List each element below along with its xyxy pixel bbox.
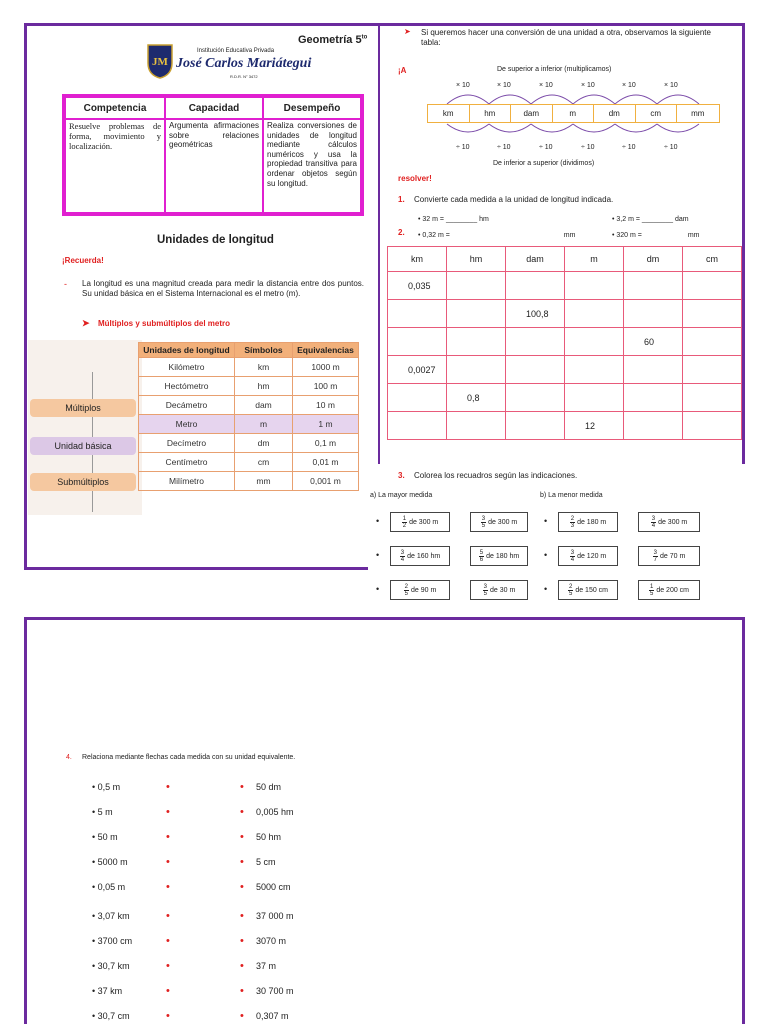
fraction: [404, 584, 409, 597]
cell-desempeno: Realiza conversiones de unidades de longitud mediante cálculos numéricos y usa la propiedad transitiva para ordenar objetos según su longitud.: [263, 119, 361, 213]
cell: Milímetro: [139, 472, 235, 491]
scale-bottom-caption: De inferior a superior (dividimos): [493, 160, 595, 167]
conv-cell[interactable]: 0,035: [388, 272, 447, 300]
arrow-start-dot[interactable]: •: [166, 935, 170, 947]
scale-unit: km: [428, 105, 470, 122]
left-measure: • 5000 m: [92, 857, 128, 867]
conv-cell[interactable]: [388, 384, 447, 412]
arrow-end-dot[interactable]: •: [240, 935, 244, 947]
school-name: José Carlos Mariátegui: [176, 56, 312, 71]
resolver-label: resolver!: [398, 174, 432, 183]
right-measure: 37 m: [256, 961, 277, 971]
school-rd: R.D.R. N° 3472: [230, 74, 258, 79]
right-measure: 5000 cm: [256, 882, 291, 892]
numerator: 1: [402, 515, 407, 522]
header-competencia: Competencia: [65, 97, 165, 119]
denominator: 5: [649, 590, 654, 597]
exercise-4-number: 4.: [66, 754, 72, 761]
fraction-measure-box[interactable]: [470, 546, 528, 566]
mult-label: × 10: [497, 82, 511, 89]
div-label: ÷ 10: [581, 144, 595, 151]
denominator: 6: [479, 556, 484, 563]
table-row: [388, 412, 742, 440]
cell: m: [235, 415, 293, 434]
table-row: [388, 300, 742, 328]
denominator: 2: [402, 522, 407, 529]
arrow-end-dot[interactable]: •: [240, 960, 244, 972]
recuerda-label: ¡Recuerda!: [62, 256, 104, 265]
left-measure: • 0,5 m: [92, 782, 121, 792]
conv-cell[interactable]: [624, 356, 683, 384]
cell: 1 m: [293, 415, 359, 434]
arrow-end-dot[interactable]: •: [240, 1010, 244, 1022]
units-header-equiv: Equivalencias: [293, 343, 359, 358]
conv-cell[interactable]: [388, 328, 447, 356]
fraction-measure-box[interactable]: [558, 580, 618, 600]
measure-text: de 90 m: [411, 586, 437, 594]
cell-competencia: Resuelve problemas de forma, movimiento y localización.: [65, 119, 165, 213]
left-measure: • 3,07 km: [92, 911, 130, 921]
cell: Hectómetro: [139, 377, 235, 396]
scale-unit: hm: [470, 105, 512, 122]
measure-text: de 70 m: [660, 552, 686, 560]
table-row: [139, 377, 359, 396]
conv-cell[interactable]: [624, 384, 683, 412]
arrow-end-dot[interactable]: •: [240, 881, 244, 893]
fraction-measure-box[interactable]: [638, 546, 700, 566]
left-measure: • 5 m: [92, 807, 113, 817]
cell: 100 m: [293, 377, 359, 396]
right-measure: 37 000 m: [256, 911, 294, 921]
fraction: [570, 550, 575, 563]
conv-header: km: [388, 247, 447, 272]
arrow-end-dot[interactable]: •: [240, 910, 244, 922]
arrow-start-dot[interactable]: •: [166, 781, 170, 793]
conv-header: cm: [683, 247, 742, 272]
exercise-4-text: Relaciona mediante flechas cada medida con su unidad equivalente.: [82, 754, 296, 761]
mult-label: × 10: [456, 82, 470, 89]
div-label: ÷ 10: [539, 144, 553, 151]
denominator: 3: [570, 522, 575, 529]
arrow-bullet-icon: ➤: [82, 318, 90, 328]
conv-cell[interactable]: [506, 384, 565, 412]
multiples-label: Múltiplos: [30, 399, 136, 417]
submultiples-label: Submúltiplos: [30, 473, 136, 491]
exercise-1-text: Convierte cada medida a la unidad de longitud indicada.: [414, 195, 614, 204]
cell: mm: [235, 472, 293, 491]
table-row: [139, 396, 359, 415]
numerator: 3: [400, 549, 405, 556]
conv-cell[interactable]: [624, 300, 683, 328]
right-measure: 50 hm: [256, 832, 282, 842]
bullet-dot: •: [376, 584, 380, 594]
arrow-start-dot[interactable]: •: [166, 910, 170, 922]
ex3-label-a: a) La mayor medida: [370, 492, 433, 499]
conv-cell[interactable]: [506, 412, 565, 440]
numerator: 3: [481, 515, 486, 522]
conv-cell[interactable]: [683, 356, 742, 384]
numerator: 1: [649, 583, 654, 590]
cell: 0,1 m: [293, 434, 359, 453]
bullet-dot: •: [376, 550, 380, 560]
right-measure: 5 cm: [256, 857, 276, 867]
div-label: ÷ 10: [622, 144, 636, 151]
numerator: 3: [570, 549, 575, 556]
numerator: 3: [653, 549, 658, 556]
section-title: Unidades de longitud: [157, 234, 274, 246]
mult-label: × 10: [664, 82, 678, 89]
measure-text: de 180 hm: [486, 552, 520, 560]
cell: Kilómetro: [139, 358, 235, 377]
arrow-start-dot[interactable]: •: [166, 985, 170, 997]
left-measure: • 30,7 km: [92, 961, 130, 971]
table-row: [388, 328, 742, 356]
measure-text: de 300 m: [409, 518, 439, 526]
scale-unit: dam: [511, 105, 553, 122]
conv-cell[interactable]: [565, 356, 624, 384]
competency-table: [62, 94, 364, 216]
arrow-bullet-icon: ➤: [404, 27, 411, 36]
conv-cell[interactable]: 0,8: [447, 384, 506, 412]
definition-text: La longitud es una magnitud creada para medir la distancia entre dos puntos. Su unidad básica en el Sistema Internacional es el metro (m).: [82, 279, 364, 298]
ex1-item: • 0,32 m = mm: [418, 232, 576, 239]
measure-text: de 300 m: [488, 518, 518, 526]
fraction: [400, 550, 405, 563]
conv-cell[interactable]: 60: [624, 328, 683, 356]
exercise-1-number: 1.: [398, 195, 405, 204]
cell: 0,001 m: [293, 472, 359, 491]
conv-cell[interactable]: [506, 356, 565, 384]
arrow-start-dot[interactable]: •: [166, 881, 170, 893]
exercise-2-number: 2.: [398, 228, 405, 237]
school-label: Institución Educativa Privada: [197, 48, 275, 54]
conv-cell[interactable]: 100,8: [506, 300, 565, 328]
conv-cell[interactable]: [565, 384, 624, 412]
cell: Centímetro: [139, 453, 235, 472]
scale-top-caption: De superior a inferior (multiplicamos): [497, 66, 612, 73]
conv-cell[interactable]: [447, 412, 506, 440]
conv-cell[interactable]: [447, 328, 506, 356]
fraction: [402, 516, 407, 529]
table-row: [388, 272, 742, 300]
arrow-start-dot[interactable]: •: [166, 806, 170, 818]
div-label: ÷ 10: [456, 144, 470, 151]
measure-text: de 180 m: [577, 518, 607, 526]
conv-cell[interactable]: [447, 356, 506, 384]
unit-scale: [427, 104, 720, 123]
header-desempeno: Desempeño: [263, 97, 361, 119]
cell-capacidad: Argumenta afirmaciones sobre relaciones geométricas: [165, 119, 263, 213]
page-two-frame: [24, 617, 745, 1024]
school-logo: [146, 43, 174, 79]
numerator: 3: [483, 583, 488, 590]
ex1-item: • 320 m = mm: [612, 232, 700, 239]
units-header-symbol: Símbolos: [235, 343, 293, 358]
scale-unit: dm: [594, 105, 636, 122]
numerator: 2: [570, 515, 575, 522]
fraction: [483, 584, 488, 597]
conv-header: hm: [447, 247, 506, 272]
right-measure: 0,307 m: [256, 1011, 289, 1021]
table-row: [388, 356, 742, 384]
cell: Decímetro: [139, 434, 235, 453]
measure-text: de 300 m: [658, 518, 688, 526]
divide-arcs: [427, 122, 719, 142]
table-row: [139, 434, 359, 453]
arrow-start-dot[interactable]: •: [166, 1010, 170, 1022]
measure-text: de 200 cm: [656, 586, 690, 594]
numerator: 3: [651, 515, 656, 522]
conv-cell[interactable]: 12: [565, 412, 624, 440]
cell: cm: [235, 453, 293, 472]
table-row: [139, 358, 359, 377]
fraction: [653, 550, 658, 563]
fraction-measure-box[interactable]: [558, 546, 618, 566]
mult-label: × 10: [581, 82, 595, 89]
ex1-item: • 3,2 m = ________ dam: [612, 216, 689, 223]
exercise-3-number: 3.: [398, 471, 405, 480]
fraction: [481, 516, 486, 529]
exercise-3-text: Colorea los recuadros según las indicaciones.: [414, 471, 578, 480]
measure-text: de 150 cm: [575, 586, 609, 594]
table-row: [139, 453, 359, 472]
bullet-dot: •: [376, 516, 380, 526]
left-measure: • 37 km: [92, 986, 123, 996]
bullet-dot: •: [544, 516, 548, 526]
units-header-name: Unidades de longitud: [139, 343, 235, 358]
fraction-measure-box[interactable]: [638, 512, 700, 532]
conv-cell[interactable]: [506, 328, 565, 356]
cell: 1000 m: [293, 358, 359, 377]
fraction-measure-box[interactable]: [390, 580, 450, 600]
denominator: 5: [568, 590, 573, 597]
table-row-highlighted: [139, 415, 359, 434]
left-measure: • 3700 cm: [92, 936, 133, 946]
arrow-end-dot[interactable]: •: [240, 806, 244, 818]
arrow-start-dot[interactable]: •: [166, 960, 170, 972]
conv-cell[interactable]: [683, 384, 742, 412]
definition-bullet: -: [64, 279, 67, 289]
fraction-measure-box[interactable]: [558, 512, 618, 532]
table-row: [388, 384, 742, 412]
conv-cell[interactable]: [388, 300, 447, 328]
fraction-measure-box[interactable]: [470, 512, 528, 532]
conv-cell[interactable]: [506, 272, 565, 300]
arrow-end-dot[interactable]: •: [240, 856, 244, 868]
right-measure: 30 700 m: [256, 986, 294, 996]
right-intro: Si queremos hacer una conversión de una unidad a otra, observamos la siguiente tabla:: [421, 28, 711, 47]
cell: km: [235, 358, 293, 377]
right-measure: 0,005 hm: [256, 807, 294, 817]
numerator: 2: [568, 583, 573, 590]
denominator: 5: [404, 590, 409, 597]
conv-cell[interactable]: [565, 328, 624, 356]
fraction: [651, 516, 656, 529]
cell: Decámetro: [139, 396, 235, 415]
a-label: ¡A: [398, 66, 407, 75]
measure-text: de 120 m: [577, 552, 607, 560]
denominator: 7: [653, 556, 658, 563]
fraction: [479, 550, 484, 563]
subject-title: Geometría $5^{to}$: [298, 34, 368, 46]
denominator: 4: [570, 556, 575, 563]
svg-text:JM: JM: [152, 56, 168, 68]
fraction: [570, 516, 575, 529]
bullet-dot: •: [544, 584, 548, 594]
arrow-end-dot[interactable]: •: [240, 781, 244, 793]
left-measure: • 30,7 cm: [92, 1011, 130, 1021]
conv-cell[interactable]: [624, 412, 683, 440]
conv-cell[interactable]: [565, 300, 624, 328]
numerator: 5: [479, 549, 484, 556]
conv-cell[interactable]: [447, 300, 506, 328]
measure-text: de 160 hm: [407, 552, 441, 560]
conv-cell[interactable]: [683, 300, 742, 328]
denominator: 5: [481, 522, 486, 529]
fraction: [649, 584, 654, 597]
fraction-measure-box[interactable]: [470, 580, 528, 600]
ex1-item: • 32 m = ________ hm: [418, 216, 489, 223]
arrow-start-dot[interactable]: •: [166, 856, 170, 868]
fraction-measure-box[interactable]: [390, 546, 450, 566]
denominator: 4: [651, 522, 656, 529]
conv-cell[interactable]: [683, 412, 742, 440]
fraction-measure-box[interactable]: [638, 580, 700, 600]
scale-unit: mm: [691, 109, 705, 118]
cell: dam: [235, 396, 293, 415]
table-row: [139, 472, 359, 491]
denominator: 4: [400, 556, 405, 563]
cell: 0,01 m: [293, 453, 359, 472]
conv-cell[interactable]: 0,0027: [388, 356, 447, 384]
arrow-start-dot[interactable]: •: [166, 831, 170, 843]
fraction-measure-box[interactable]: [390, 512, 450, 532]
cell: dm: [235, 434, 293, 453]
basic-unit-label: Unidad básica: [30, 437, 136, 455]
arrow-end-dot[interactable]: •: [240, 831, 244, 843]
arrow-end-dot[interactable]: •: [240, 985, 244, 997]
header-capacidad: Capacidad: [165, 97, 263, 119]
bullet-dot: •: [544, 550, 548, 560]
units-table: [138, 342, 359, 491]
conv-cell[interactable]: [447, 272, 506, 300]
conv-header: dam: [506, 247, 565, 272]
scale-unit: cm: [636, 105, 678, 122]
denominator: 5: [483, 590, 488, 597]
conv-cell[interactable]: [388, 412, 447, 440]
conversion-table: [387, 246, 742, 440]
mult-label: × 10: [539, 82, 553, 89]
multiples-heading: Múltiplos y submúltiplos del metro: [98, 319, 231, 328]
right-measure: 3070 m: [256, 936, 287, 946]
left-measure: • 50 m: [92, 832, 118, 842]
div-label: ÷ 10: [497, 144, 511, 151]
fraction: [568, 584, 573, 597]
scale-unit: m: [553, 105, 595, 122]
conv-cell[interactable]: [624, 272, 683, 300]
div-label: ÷ 10: [664, 144, 678, 151]
ex3-label-b: b) La menor medida: [540, 492, 603, 499]
right-measure: 50 dm: [256, 782, 282, 792]
cell: 10 m: [293, 396, 359, 415]
mult-label: × 10: [622, 82, 636, 89]
conv-cell[interactable]: [565, 272, 624, 300]
conv-header: m: [565, 247, 624, 272]
conv-cell[interactable]: [683, 272, 742, 300]
conv-cell[interactable]: [683, 328, 742, 356]
numerator: 2: [404, 583, 409, 590]
conv-header: dm: [624, 247, 683, 272]
left-measure: • 0,05 m: [92, 882, 126, 892]
cell: hm: [235, 377, 293, 396]
cell: Metro: [139, 415, 235, 434]
measure-text: de 30 m: [490, 586, 516, 594]
